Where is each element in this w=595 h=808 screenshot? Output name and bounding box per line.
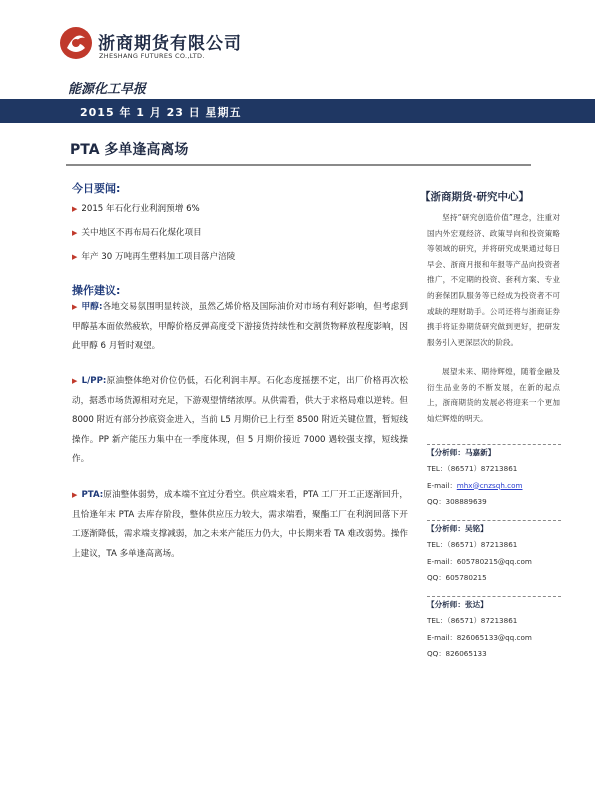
bullet-arrow-icon: ▶: [72, 253, 78, 261]
advice-text: 原油整体绝对价位仍低，石化利润丰厚。石化态度摇摆不定，出厂价格再次松动，据悉市场货源相对充足，下游观望情绪浓厚。从供需看，供大于求格局难以逆转。但 8000 附近有部分抄底资金进入，当前 L5 月期价已上行至 8500 附近关键位置，暂短线操作。PP 新产能压力集中在一季度体现，但 5 月期价接近 7000 遇较强支撑，短线操作。: [72, 376, 408, 464]
bullet-arrow-icon: ▶: [72, 303, 78, 311]
analyst-email: 605780215@qq.com: [456, 556, 532, 566]
analyst-email-link[interactable]: mhx@cnzsqh.com: [456, 480, 523, 490]
analyst-email: 826065133@qq.com: [456, 632, 532, 642]
analyst-qq: QQ：826065133: [427, 649, 487, 658]
company-logo-icon: [59, 26, 93, 60]
advice-label: PTA:: [81, 490, 104, 500]
title-divider: [66, 164, 531, 166]
analyst-email-row: E-mail：826065133@qq.com: [427, 632, 532, 642]
advice-lpp: [72, 372, 408, 470]
research-center-heading: 【浙商期货·研究中心】: [420, 191, 529, 203]
bullet-arrow-icon: ▶: [72, 205, 78, 213]
advice-label: 甲醇:: [81, 302, 103, 312]
analyst-card: [427, 596, 562, 663]
advice-label: L/PP:: [81, 376, 107, 386]
analyst-tel: TEL：（86571）87213861: [427, 540, 518, 549]
company-name-cn: 浙商期货有限公司: [98, 34, 242, 54]
advice-text: 各地交易氛围明显转淡，虽然乙烯价格及国际油价对市场有利好影响，但考虑到甲醇基本面依然疲软，甲醇价格反弹高度受下游接货持续性和交割货物释放程度影响，因此甲醇 6 月暂时观望。: [72, 302, 408, 351]
research-intro: 坚持“研究创造价值”理念，注重对国内外宏观经济、政策导向和投资策略等领域的研究，并将研究成果通过每日早会、浙商月报和年报等产品向投资者推广，不定期的投资、套利方案、专业的套保团队服务等已经成为投资者不可或缺的理财助手。公司还将与浙商证券携手将证券期货研究做到更好，把研发服务引入更深层次的阶段。: [427, 213, 560, 347]
bullet-arrow-icon: ▶: [72, 377, 78, 385]
analyst-tel: TEL：（86571）87213861: [427, 616, 518, 625]
analyst-email-row: E-mail：605780215@qq.com: [427, 556, 532, 566]
news-heading: 今日要闻:: [72, 182, 121, 195]
analyst-card: [427, 520, 562, 587]
news-item: ▶ 2015 年石化行业利润预增 6%: [72, 204, 200, 214]
analyst-name: 【分析师：马嘉新】: [427, 448, 496, 457]
advice-heading: 操作建议:: [72, 284, 121, 297]
advice-pta: [72, 486, 408, 564]
analyst-tel: TEL：（86571）87213861: [427, 464, 518, 473]
report-type: 能源化工早报: [68, 82, 147, 97]
news-item: ▶ 年产 30 万吨再生塑料加工项目落户涪陵: [72, 252, 236, 262]
company-name-en: ZHESHANG FUTURES CO.,LTD.: [99, 52, 205, 60]
research-outlook: 展望未来、期待辉煌，随着金融及衍生品业务的不断发展，在新的起点上，浙商期货的发展必将迎来一个更加灿烂辉煌的明天。: [427, 367, 560, 423]
analyst-card: [427, 444, 562, 511]
analyst-name: 【分析师：张达】: [427, 600, 488, 609]
report-date: 2015 年 1 月 23 日 星期五: [80, 106, 242, 119]
advice-text: 原油整体弱势，成本端不宜过分看空。供应端来看，PTA 工厂开工正逐渐回升，且恰逢年末 PTA 去库存阶段，整体供应压力较大，需求端看，聚酯工厂在利润回落下开工逐渐降低，需求端支撑减弱，加之未来产能压力仍大，中长期来看 TA 难改弱势。操作上建议，TA 多单逢高离场。: [72, 490, 408, 559]
news-item: ▶ 关中地区不再布局石化煤化项目: [72, 228, 202, 238]
bullet-arrow-icon: ▶: [72, 229, 78, 237]
page-title: PTA 多单逢高离场: [70, 142, 189, 158]
analyst-name: 【分析师：吴铭】: [427, 524, 488, 533]
analyst-qq: QQ：605780215: [427, 573, 487, 582]
advice-methanol: [72, 298, 408, 357]
analyst-qq: QQ：308889639: [427, 497, 487, 506]
bullet-arrow-icon: ▶: [72, 491, 78, 499]
analyst-email-row: E-mail：mhx@cnzsqh.com: [427, 480, 523, 490]
